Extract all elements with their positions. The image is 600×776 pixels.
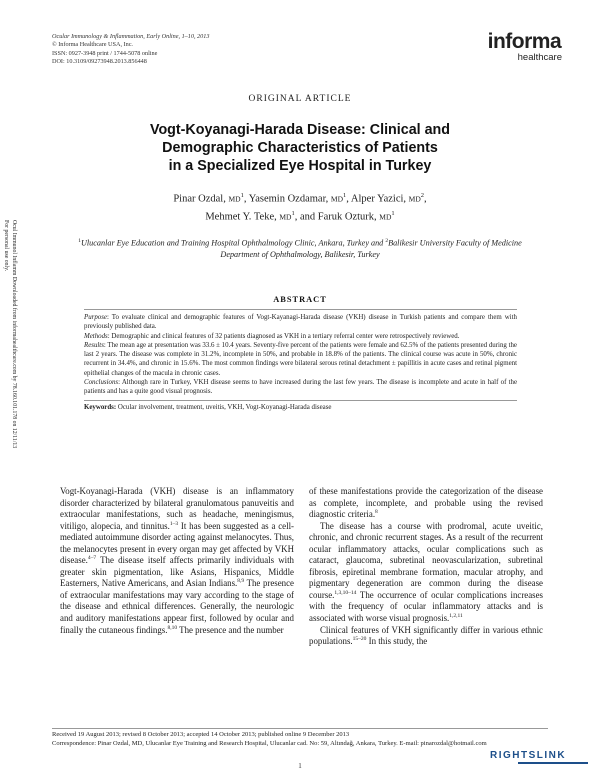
publisher-sub: healthcare: [517, 52, 562, 63]
received-dates: Received 19 August 2013; revised 8 October 2013; accepted 14 October 2013; published online 9 December 2013: [52, 731, 350, 738]
abstract: [84, 309, 517, 412]
footnote: [52, 728, 548, 749]
body-text: The disease has a course with prodromal, acute uveitic, chronic, and chronic recurrent stages. As a result of the recurrent ocular inflammatory attacks, ocular complications such as cataract, glaucoma, subretinal neovascularization, subretinal fibrosis, epiretinal membrane formation, macular atrophy, and pigmentary degeneration are common during the disease course.: [309, 520, 543, 600]
affil-sup: 2: [385, 238, 389, 244]
body-paragraph: [309, 486, 543, 521]
page-number: 1: [298, 762, 302, 770]
author-affil-sup: 1: [343, 192, 347, 199]
author-name: Faruk Ozturk,: [317, 211, 380, 222]
abstract-top-rule: [84, 309, 517, 310]
footnote-rule: [52, 728, 548, 729]
affiliations: [70, 236, 530, 260]
body-text: It has been suggested as a cell-mediated autoimmune disorder acting against melanocytes. Thus, the melanocytes present in every organ may get affected by VKH disease.: [60, 520, 294, 566]
publisher-name: informa: [487, 30, 562, 53]
author-affil-sup: 1: [291, 209, 295, 217]
affil-sup: 1: [78, 238, 81, 244]
author-list: Pinar Ozdal, $MD^1$, Yasemin Ozdamar, $MD^1$, Alper Yazici, $MD^2$, Mehmet Y. Teke, $MD^1$, and Faruk Ozturk, $MD^1$: [173, 192, 427, 222]
author-name: Alper Yazici,: [350, 193, 409, 205]
rightslink-underline: [518, 762, 588, 764]
citation-ref: 8: [375, 509, 378, 516]
publisher-logo: [488, 32, 562, 63]
author-degree: MD: [228, 194, 241, 204]
abstract-conclusions: [84, 378, 517, 397]
results-text: : The mean age at presentation was 33.6 ± 10.4 years. Seventy-five percent of the patients were female and 62.5% of the patients presented during the last 2 years. The disease was complete in 31.2%, incomplete in 50%, and probable in 18.8% of the patients. The clinical course was acute in 50%, chronic recurrent in 34.4%, and chronic in 15.6%. The most common findings were bilateral serous retinal detachment ± papillitis in acute cases and retinal pigment epithelial changes of the macula in chronic cases.: [84, 341, 517, 377]
abstract-results: [84, 341, 517, 378]
body-paragraph: [60, 486, 294, 636]
purpose-text: : To evaluate clinical and demographic features of Vogt-Kayanagi-Harada disease (VKH) disease in Turkish patients and compare them with previously published data.: [84, 314, 517, 331]
purpose-label: Purpose: [84, 314, 107, 321]
abstract-purpose: [84, 313, 517, 332]
rightslink-logo[interactable]: [490, 750, 590, 768]
issn-line: ISSN: 0927-3948 print / 1744-5078 online: [52, 49, 158, 57]
author-degree: MD: [279, 212, 292, 221]
body-text: The presence of extraocular manifestations may vary according to the stage of the disease and ethnical differences. Generally, the neurologic and auditory manifestations appear first, followed by ocular and finally the cutaneous findings.: [60, 578, 294, 635]
citation-ref: 8,9: [237, 578, 245, 585]
body-text: In this study, the: [366, 636, 428, 647]
body-column-right: [309, 486, 543, 648]
author-degree: MD: [330, 194, 343, 204]
results-label: Results: [84, 341, 104, 349]
author-affil-sup: 2: [420, 192, 425, 199]
copyright-line: © Informa Healthcare USA, Inc.: [52, 41, 133, 49]
citation-ref: 1,3,10–14: [334, 589, 357, 596]
body-text: of these manifestations provide the categorization of the disease as complete, incomplete, and probable using the revised diagnostic criteria.: [309, 486, 543, 520]
body-text: The presence and the number: [177, 624, 284, 635]
citation-ref: 1,2,11: [449, 613, 463, 620]
correspondence: Correspondence: Pinar Ozdal, MD, Ulucanlar Eye Training and Research Hospital, Ulucanlar cad. No: 59, Altındağ, Ankara, Turkey. E-mail: pinarozdal@hotmail.com: [52, 739, 487, 747]
body-text: The occurrence of ocular complications increases with the frequency of ocular inflammatory attacks and is associated with worse visual prognosis.: [309, 589, 543, 624]
download-note-line2: For personal use only.: [3, 220, 9, 272]
citation-ref: 8,10: [167, 624, 178, 631]
author-degree: MD: [379, 212, 392, 221]
author-name: Mehmet Y. Teke,: [205, 211, 280, 222]
author-affil-sup: 1: [240, 192, 244, 199]
affil-text: Balikesir University Faculty of Medicine Department of Ophthalmology, Balikesir, Turkey: [220, 238, 522, 259]
journal-line: Ocular Immunology & Inflammation, Early Online, 1–10, 2013: [52, 33, 210, 40]
keywords: [84, 403, 517, 412]
section-label: ORIGINAL ARTICLE: [248, 94, 352, 104]
affil-text: Ulucanlar Eye Education and Training Hospital Ophthalmology Clinic, Ankara, Turkey and: [80, 238, 386, 248]
body-text: Clinical features of VKH significantly differ in various ethnic populations.: [309, 624, 543, 647]
rightslink-label: RIGHTSLINK: [490, 750, 567, 761]
doi-line: DOI: 10.3109/09273948.2013.856448: [52, 58, 147, 66]
abstract-methods: [84, 332, 517, 341]
author-affil-sup: 1: [391, 209, 395, 217]
methods-label: Methods: [84, 332, 108, 340]
abstract-heading: ABSTRACT: [273, 295, 327, 304]
citation-ref: 4–7: [87, 555, 97, 562]
citation-ref: 15–20: [352, 636, 367, 643]
author-degree: MD: [408, 194, 421, 204]
methods-text: : Demographic and clinical features of 32 patients diagnosed as VKH in a tertiary referral center were retrospectively reviewed.: [107, 332, 460, 340]
download-note: [4, 220, 20, 510]
download-note-line1: Ocul Immunol Inflamm Downloaded from informahealthcare.com by 78.160.101.178 on 12/11/13: [11, 220, 17, 449]
keywords-label: Keywords:: [84, 403, 117, 411]
author-name: Yasemin Ozdamar,: [248, 193, 331, 205]
abstract-mid-rule: [84, 400, 517, 401]
author-name: Pinar Ozdal,: [173, 193, 229, 205]
body-text: Vogt-Koyanagi-Harada (VKH) disease is an inflammatory disorder characterized by bilateral granulomatous panuveitis and extraocular manifestations, such as headache, meningismus, vitiligo, alopecia, and tinnitus.: [60, 486, 294, 531]
author-conjunction: and: [299, 211, 318, 222]
keywords-text: Ocular involvement, treatment, uveitis, VKH, Vogt-Koyanagi-Harada disease: [116, 403, 332, 411]
title-line-2: Demographic Characteristics of Patients: [162, 140, 438, 156]
journal-header: [52, 33, 209, 67]
body-text: The disease itself affects primarily individuals with greater skin pigmentation, like Asians, Hispanics, Middle Easterners, Native Americans, and Asian Indians.: [60, 555, 294, 589]
citation-ref: 1–3: [169, 520, 179, 527]
title-line-3: in a Specialized Eye Hospital in Turkey: [168, 158, 432, 174]
conclusions-text: : Although rare in Turkey, VKH disease seems to have increased during the last few years. The disease is incomplete and acute in half of the patients and has a quite good visual prognosis.: [84, 379, 517, 396]
article-title: [60, 121, 540, 175]
body-paragraph: [309, 521, 543, 625]
body-column-left: [60, 486, 294, 636]
title-line-1: Vogt-Koyanagi-Harada Disease: Clinical and: [149, 122, 451, 138]
body-paragraph: [309, 625, 543, 648]
conclusions-label: Conclusions: [84, 379, 119, 387]
